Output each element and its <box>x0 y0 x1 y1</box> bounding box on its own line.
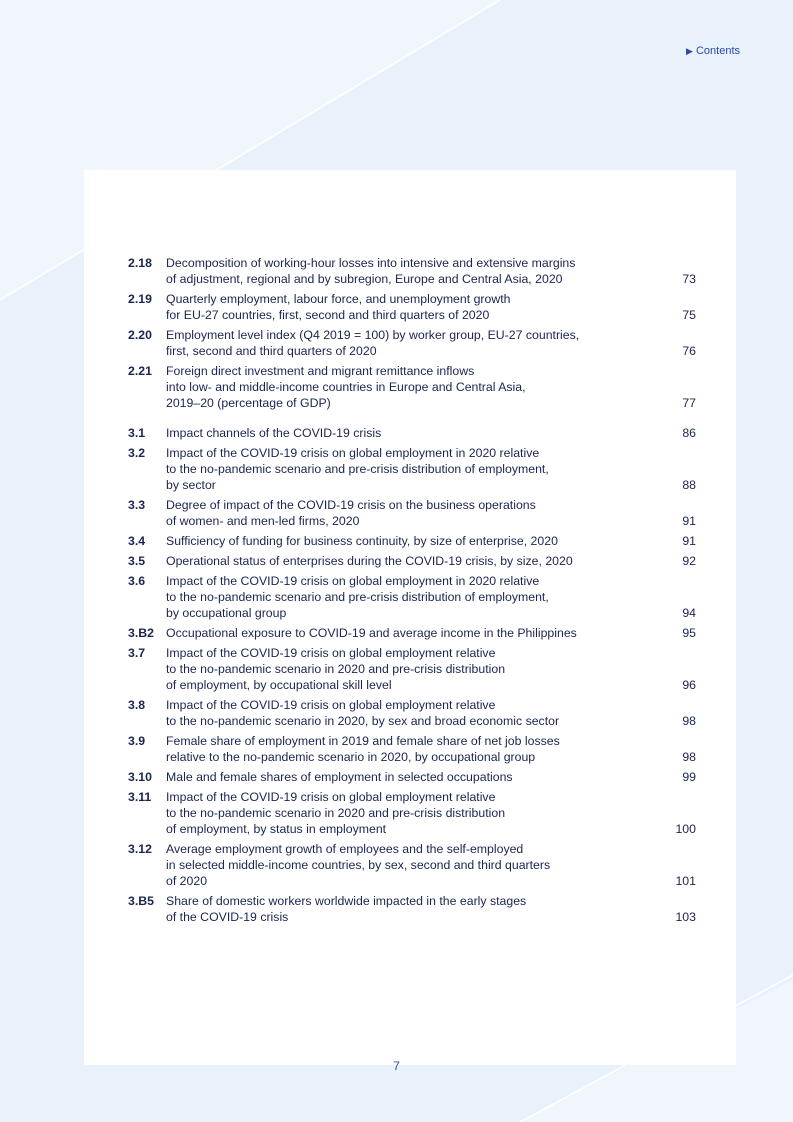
toc-entry[interactable] <box>128 327 696 359</box>
toc-entry[interactable] <box>128 445 696 493</box>
figure-page-number: 101 <box>675 874 696 888</box>
figure-title-line: to the no-pandemic scenario in 2020 and pre-crisis distribution <box>166 662 506 676</box>
figure-title-line: by occupational group <box>166 606 287 620</box>
figure-title <box>166 425 636 441</box>
figure-page-number: 91 <box>682 534 696 548</box>
figure-page-number: 95 <box>682 626 696 640</box>
toc-entry[interactable] <box>128 363 696 411</box>
figure-title-line: Impact of the COVID-19 crisis on global employment relative <box>166 698 496 712</box>
figure-title-line: 2019–20 (percentage of GDP) <box>166 396 331 410</box>
figure-title-line: of the COVID-19 crisis <box>166 910 289 924</box>
figure-title-line: of employment, by occupational skill level <box>166 678 392 692</box>
figure-title-line: to the no-pandemic scenario in 2020, by sex and broad economic sector <box>166 714 560 728</box>
figure-title-line: into low- and middle-income countries in Europe and Central Asia, <box>166 380 526 394</box>
figure-title-line: Decomposition of working-hour losses into intensive and extensive margins <box>166 256 576 270</box>
figure-title <box>166 625 636 641</box>
toc-entry[interactable] <box>128 625 696 641</box>
contents-label: Contents <box>695 45 740 57</box>
figure-title-line: to the no-pandemic scenario in 2020 and pre-crisis distribution <box>166 806 506 820</box>
figure-page-number: 98 <box>682 714 696 728</box>
figure-title-line: of adjustment, regional and by subregion, Europe and Central Asia, 2020 <box>166 272 563 286</box>
figure-number: 2.20 <box>128 328 152 342</box>
figure-title <box>166 291 636 323</box>
figure-title-line: Sufficiency of funding for business continuity, by size of enterprise, 2020 <box>166 534 558 548</box>
toc-entry[interactable] <box>128 553 696 569</box>
figure-title-line: Employment level index (Q4 2019 = 100) by worker group, EU-27 countries, <box>166 328 580 342</box>
toc-entry[interactable] <box>128 697 696 729</box>
figure-title-line: Occupational exposure to COVID-19 and average income in the Philippines <box>166 626 577 640</box>
figure-title-line: Quarterly employment, labour force, and unemployment growth <box>166 292 511 306</box>
contents-link[interactable] <box>640 45 740 57</box>
figure-number: 3.6 <box>128 574 146 588</box>
figure-title-line: Impact of the COVID-19 crisis on global employment relative <box>166 790 496 804</box>
figure-title <box>166 697 636 729</box>
figure-number: 3.9 <box>128 734 146 748</box>
figure-title <box>166 497 636 529</box>
figure-page-number: 77 <box>682 396 696 410</box>
list-of-figures <box>128 255 696 929</box>
figure-number: 2.21 <box>128 364 152 378</box>
toc-entry[interactable] <box>128 769 696 785</box>
figure-number: 3.7 <box>128 646 146 660</box>
figure-title-line: Degree of impact of the COVID-19 crisis on the business operations <box>166 498 536 512</box>
figure-title <box>166 255 636 287</box>
figure-title-line: by sector <box>166 478 216 492</box>
figure-title <box>166 553 636 569</box>
toc-entry[interactable] <box>128 497 696 529</box>
figure-number: 3.12 <box>128 842 152 856</box>
toc-entry[interactable] <box>128 533 696 549</box>
figure-page-number: 96 <box>682 678 696 692</box>
figure-title <box>166 769 636 785</box>
figure-number: 3.2 <box>128 446 146 460</box>
figure-title <box>166 363 636 411</box>
figure-page-number: 103 <box>675 910 696 924</box>
figure-title-line: Impact of the COVID-19 crisis on global employment in 2020 relative <box>166 446 540 460</box>
figure-title-line: Female share of employment in 2019 and female share of net job losses <box>166 734 560 748</box>
figure-page-number: 98 <box>682 750 696 764</box>
figure-title-line: of employment, by status in employment <box>166 822 387 836</box>
figure-title-line: for EU-27 countries, first, second and third quarters of 2020 <box>166 308 490 322</box>
figure-title-line: of women- and men-led firms, 2020 <box>166 514 360 528</box>
figure-number: 2.18 <box>128 256 152 270</box>
toc-entry[interactable] <box>128 893 696 925</box>
figure-title-line: to the no-pandemic scenario and pre-crisis distribution of employment, <box>166 590 549 604</box>
figure-number: 3.1 <box>128 426 146 440</box>
figure-number: 3.5 <box>128 554 146 568</box>
toc-entry[interactable] <box>128 733 696 765</box>
figure-title-line: Average employment growth of employees and the self-employed <box>166 842 524 856</box>
figure-number: 3.B2 <box>128 626 154 640</box>
figure-title-line: Male and female shares of employment in selected occupations <box>166 770 513 784</box>
figure-title <box>166 893 636 925</box>
figure-number: 3.10 <box>128 770 152 784</box>
figure-title-line: to the no-pandemic scenario and pre-crisis distribution of employment, <box>166 462 549 476</box>
figure-number: 3.3 <box>128 498 146 512</box>
figure-title <box>166 789 636 837</box>
figure-page-number: 73 <box>682 272 696 286</box>
page-number: 7 <box>393 1059 400 1073</box>
figure-number: 2.19 <box>128 292 152 306</box>
figure-title <box>166 841 636 889</box>
figure-page-number: 91 <box>682 514 696 528</box>
toc-entry[interactable] <box>128 645 696 693</box>
figure-page-number: 99 <box>682 770 696 784</box>
figure-title-line: first, second and third quarters of 2020 <box>166 344 377 358</box>
play-triangle-icon: ▶ <box>686 46 693 56</box>
figure-title-line: of 2020 <box>166 874 208 888</box>
figure-title <box>166 573 636 621</box>
figure-title <box>166 533 636 549</box>
figure-page-number: 100 <box>675 822 696 836</box>
figure-number: 3.B5 <box>128 894 154 908</box>
figure-page-number: 76 <box>682 344 696 358</box>
toc-entry[interactable] <box>128 789 696 837</box>
figure-title-line: Impact of the COVID-19 crisis on global employment relative <box>166 646 496 660</box>
toc-entry[interactable] <box>128 425 696 441</box>
figure-title <box>166 327 636 359</box>
toc-entry[interactable] <box>128 291 696 323</box>
figure-title-line: Foreign direct investment and migrant remittance inflows <box>166 364 475 378</box>
toc-entry[interactable] <box>128 573 696 621</box>
figure-title-line: Impact of the COVID-19 crisis on global employment in 2020 relative <box>166 574 540 588</box>
figure-page-number: 94 <box>682 606 696 620</box>
figure-title <box>166 645 636 693</box>
figure-title <box>166 733 636 765</box>
figure-page-number: 86 <box>682 426 696 440</box>
toc-entry[interactable] <box>128 255 696 287</box>
figure-title <box>166 445 636 493</box>
figure-number: 3.4 <box>128 534 146 548</box>
figure-number: 3.8 <box>128 698 146 712</box>
figure-page-number: 92 <box>682 554 696 568</box>
figure-title-line: Impact channels of the COVID-19 crisis <box>166 426 382 440</box>
figure-title-line: relative to the no-pandemic scenario in 2020, by occupational group <box>166 750 536 764</box>
figure-number: 3.11 <box>128 790 152 804</box>
figure-title-line: in selected middle-income countries, by sex, second and third quarters <box>166 858 551 872</box>
toc-entry[interactable] <box>128 841 696 889</box>
figure-title-line: Operational status of enterprises during the COVID-19 crisis, by size, 2020 <box>166 554 573 568</box>
figure-page-number: 88 <box>682 478 696 492</box>
figure-title-line: Share of domestic workers worldwide impacted in the early stages <box>166 894 527 908</box>
figure-page-number: 75 <box>682 308 696 322</box>
